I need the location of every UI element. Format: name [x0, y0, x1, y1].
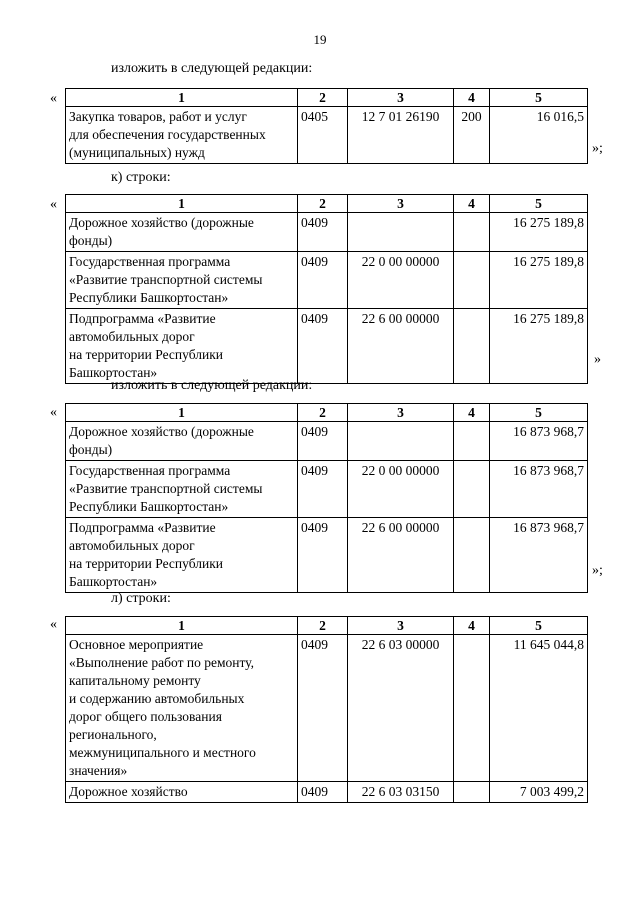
- close-quote: »;: [592, 141, 603, 156]
- table-header-row: [66, 404, 588, 422]
- table-row: [66, 635, 588, 782]
- table-header-row: [66, 89, 588, 107]
- section-intro: к) строки:: [111, 170, 171, 185]
- row-razdel: 0405: [298, 107, 348, 164]
- row-sum: 7 003 499,2: [490, 782, 588, 803]
- row-sum: 16 873 968,7: [490, 422, 588, 461]
- row-csr: 22 0 00 00000: [348, 252, 454, 309]
- row-name: Подпрограмма «Развитие автомобильных дорог на территории Республики Башкортостан»: [66, 518, 298, 593]
- row-sum: 16 873 968,7: [490, 518, 588, 593]
- open-quote: «: [50, 91, 57, 106]
- table-section-1: [65, 88, 587, 164]
- row-name: Дорожное хозяйство (дорожные фонды): [66, 422, 298, 461]
- row-sum: 16 016,5: [490, 107, 588, 164]
- row-csr: 22 6 03 03150: [348, 782, 454, 803]
- row-razdel: 0409: [298, 518, 348, 593]
- col-header: 2: [298, 89, 348, 107]
- row-csr: 12 7 01 26190: [348, 107, 454, 164]
- row-name: Государственная программа «Развитие транспортной системы Республики Башкортостан»: [66, 461, 298, 518]
- row-vr: [454, 635, 490, 782]
- table-row: [66, 107, 588, 164]
- table-header-row: [66, 617, 588, 635]
- table-section-2: [65, 194, 587, 384]
- row-razdel: 0409: [298, 461, 348, 518]
- row-vr: [454, 782, 490, 803]
- col-header: 4: [454, 617, 490, 635]
- table-row: [66, 518, 588, 593]
- row-razdel: 0409: [298, 252, 348, 309]
- row-csr: 22 6 00 00000: [348, 518, 454, 593]
- row-vr: [454, 309, 490, 384]
- col-header: 5: [490, 195, 588, 213]
- col-header: 5: [490, 404, 588, 422]
- row-csr: 22 0 00 00000: [348, 461, 454, 518]
- table-row: [66, 461, 588, 518]
- row-name: Дорожное хозяйство: [66, 782, 298, 803]
- row-csr: 22 6 00 00000: [348, 309, 454, 384]
- page-number: 19: [313, 32, 327, 47]
- row-sum: 16 275 189,8: [490, 309, 588, 384]
- table-row: [66, 422, 588, 461]
- row-sum: 16 275 189,8: [490, 213, 588, 252]
- row-sum: 11 645 044,8: [490, 635, 588, 782]
- row-csr: [348, 422, 454, 461]
- col-header: 2: [298, 404, 348, 422]
- table-section-4: [65, 616, 587, 803]
- col-header: 4: [454, 195, 490, 213]
- open-quote: «: [50, 405, 57, 420]
- table-row: [66, 309, 588, 384]
- row-name: Государственная программа «Развитие транспортной системы Республики Башкортостан»: [66, 252, 298, 309]
- row-name: Закупка товаров, работ и услуг для обеспечения государственных (муниципальных) нужд: [66, 107, 298, 164]
- section-intro: л) строки:: [111, 591, 171, 606]
- row-razdel: 0409: [298, 422, 348, 461]
- col-header: 3: [348, 404, 454, 422]
- table-row: [66, 213, 588, 252]
- col-header: 2: [298, 195, 348, 213]
- col-header: 1: [66, 89, 298, 107]
- table-row: [66, 782, 588, 803]
- col-header: 3: [348, 195, 454, 213]
- row-razdel: 0409: [298, 782, 348, 803]
- row-vr: [454, 422, 490, 461]
- row-name: Дорожное хозяйство (дорожные фонды): [66, 213, 298, 252]
- table-header-row: [66, 195, 588, 213]
- open-quote: «: [50, 617, 57, 632]
- row-vr: [454, 461, 490, 518]
- row-razdel: 0409: [298, 213, 348, 252]
- col-header: 1: [66, 404, 298, 422]
- col-header: 1: [66, 195, 298, 213]
- col-header: 5: [490, 89, 588, 107]
- row-name: Подпрограмма «Развитие автомобильных дорог на территории Республики Башкортостан»: [66, 309, 298, 384]
- table-row: [66, 252, 588, 309]
- col-header: 4: [454, 404, 490, 422]
- row-vr: [454, 518, 490, 593]
- row-vr: 200: [454, 107, 490, 164]
- row-vr: [454, 213, 490, 252]
- row-name: Основное мероприятие «Выполнение работ по ремонту, капитальному ремонту и содержанию автомобильных дорог общего пользования регионального, межмуниципального и местного значения»: [66, 635, 298, 782]
- col-header: 5: [490, 617, 588, 635]
- row-razdel: 0409: [298, 635, 348, 782]
- col-header: 3: [348, 617, 454, 635]
- row-csr: 22 6 03 00000: [348, 635, 454, 782]
- row-vr: [454, 252, 490, 309]
- section-intro: изложить в следующей редакции:: [111, 61, 313, 76]
- col-header: 1: [66, 617, 298, 635]
- table-section-3: [65, 403, 587, 593]
- col-header: 3: [348, 89, 454, 107]
- close-quote: »;: [592, 563, 603, 578]
- section-intro: изложить в следующей редакции:: [111, 378, 313, 393]
- col-header: 2: [298, 617, 348, 635]
- close-quote: »: [594, 352, 601, 367]
- col-header: 4: [454, 89, 490, 107]
- row-sum: 16 275 189,8: [490, 252, 588, 309]
- row-csr: [348, 213, 454, 252]
- open-quote: «: [50, 197, 57, 212]
- row-razdel: 0409: [298, 309, 348, 384]
- row-sum: 16 873 968,7: [490, 461, 588, 518]
